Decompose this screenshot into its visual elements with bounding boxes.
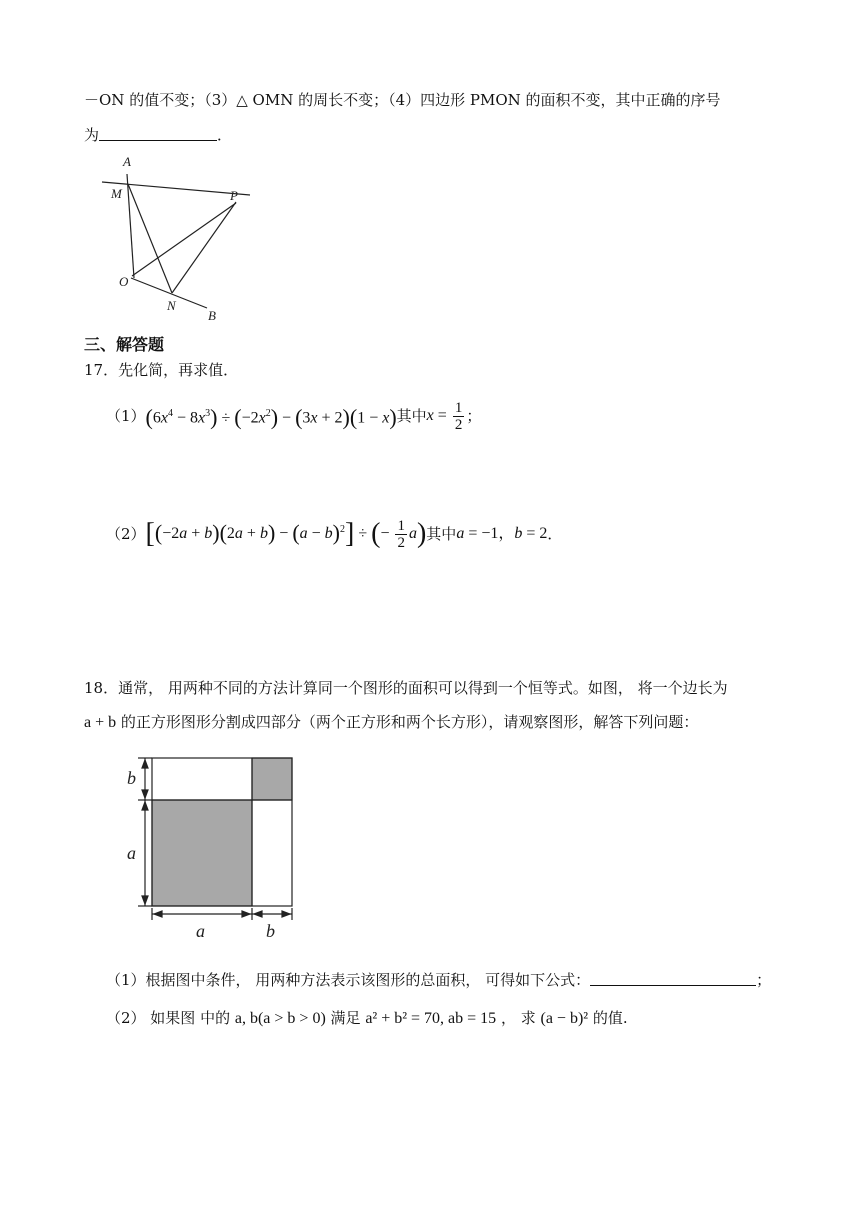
- label-a-bottom: a: [196, 921, 205, 941]
- line-PN: [172, 202, 236, 293]
- geometry-figure: [90, 150, 260, 325]
- part1-expression: $(6x^4 - 8x^3) \div (-2x^2) - (3x + 2)(1 - x)$: [145, 404, 397, 430]
- formula-blank: [590, 971, 756, 986]
- question18-text-line1: 18．通常， 用两种不同的方法计算同一个图形的面积可以得到一个恒等式。如图， 将一个边长为: [84, 679, 728, 697]
- segment-MN: [128, 184, 172, 293]
- answer-period: ．: [217, 126, 233, 144]
- part2-value: a = −1，b = 2: [456, 525, 548, 542]
- question17-part2: （2） $[(-2a + b)(2a + b) - (a - b)^2]$ ÷ (− $\frac{1}{2}$ a) 其中 a = −1，b = 2 ．: [106, 517, 563, 551]
- part2-vars: a, b(a > b > 0): [234, 1010, 326, 1027]
- part2-text-c: ， 求: [496, 1009, 541, 1027]
- part2-expression: $[(-2a + b)(2a + b) - (a - b)^2]$ ÷ (− $\frac{1}{2}$ a): [145, 517, 427, 551]
- small-square-b: [252, 758, 292, 800]
- question18-part2: [106, 1008, 628, 1029]
- side-length-expression: a + b: [84, 714, 117, 731]
- answer-blank: [99, 126, 217, 141]
- label-M: M: [111, 186, 122, 201]
- part2-label: （2）: [106, 525, 146, 543]
- label-P: P: [230, 188, 238, 203]
- question16-text-line2: [84, 125, 232, 145]
- part1-value: x = $\frac{1}{2}$: [426, 399, 463, 433]
- label-O: O: [119, 274, 129, 289]
- question17-part1: （1） $(6x^4 - 8x^3) \div (-2x^2) - (3x + 2)(1 - x)$ 其中 x = $\frac{1}{2}$ ；: [106, 399, 482, 433]
- question18-part1: [106, 970, 771, 990]
- part1-condition: 其中: [396, 407, 427, 425]
- part2-target: (a − b)²: [540, 1010, 589, 1027]
- question16-text-line1: －ON 的值不变；（3）△ OMN 的周长不变；（4）四边形 PMON 的面积不变，其中正确的序号: [84, 91, 721, 109]
- label-N: N: [167, 298, 176, 313]
- question18-text-line2-rest: 的正方形图形分割成四部分（两个正方形和两个长方形），请观察图形，解答下列问题：: [116, 713, 699, 731]
- question17-stem: 17．先化简，再求值．: [84, 361, 239, 379]
- line-MP: [102, 182, 250, 195]
- square-diagram: [118, 752, 303, 944]
- label-A: A: [123, 154, 131, 169]
- part2-text-d: 的值.: [588, 1009, 628, 1027]
- section-title: 三、解答题: [84, 335, 165, 354]
- label-B: B: [208, 308, 216, 323]
- part2-condition: 其中: [426, 525, 457, 543]
- part1-text: （1）根据图中条件， 用两种方法表示该图形的总面积， 可得如下公式：: [106, 971, 591, 989]
- answer-prefix: 为: [84, 126, 100, 144]
- big-square-a: [152, 800, 252, 906]
- part2-text-a: （2） 如果图 中的: [106, 1009, 235, 1027]
- part1-end: ；: [756, 971, 772, 989]
- label-b-left: b: [127, 768, 136, 788]
- segment-OP: [132, 203, 236, 276]
- label-b-bottom: b: [266, 921, 275, 941]
- question18-text-line2: [84, 712, 698, 733]
- part2-conditions: a² + b² = 70, ab = 15: [365, 1010, 497, 1027]
- part1-label: （1）: [106, 407, 146, 425]
- part2-text-b: 满足: [325, 1009, 366, 1027]
- label-a-left: a: [127, 843, 136, 863]
